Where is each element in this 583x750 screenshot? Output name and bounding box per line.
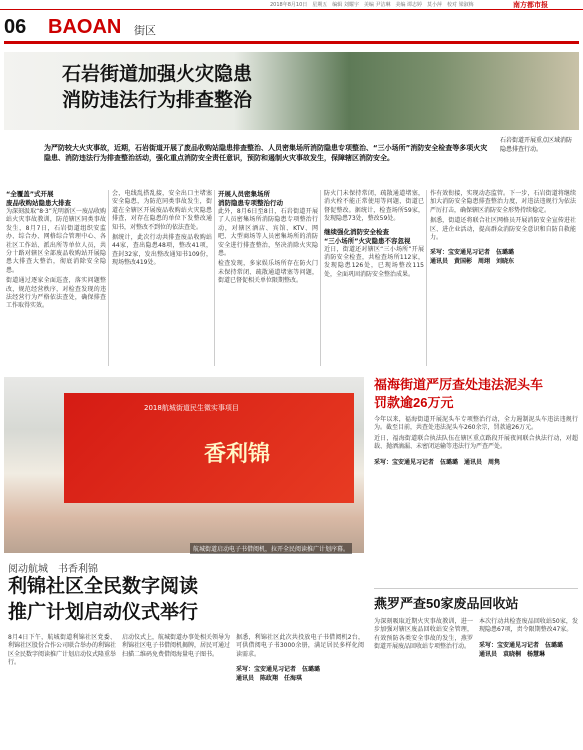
page-meta: 2018年8月10日 星期五 编辑 刘耀宇 美编 尹洁琳 美编 谭志婷 莫小萍 校对 梁淑梅 [270, 2, 474, 8]
reading-credit2: 通讯员 陈政翔 任海琪 [236, 675, 303, 683]
yanluo-story [374, 588, 578, 659]
col3-para1: 此外，8月6日至8日，石岩街道开展了人员密集场所消防隐患专项整治行动，对辖区酒店、宾馆、KTV、网吧、大型商场等人员密集场所的消防安全进行排查整治，坚决消除火灾隐患。 [218, 208, 318, 258]
yanluo-col2 [479, 618, 578, 659]
hero-headline [62, 62, 252, 114]
reading-headline-line2: 推广计划启动仪式举行 [8, 602, 199, 623]
hero-lead: 为严防较大火灾事故，近期，石岩街道开展了废品收购站隐患排查整治、人员密集场所消防隐患专项整治、“三小场所”消防安全检查等多项火灾隐患、消防违法行为排查整治活动，强化重点消防安全责任意识，预防和遏制火灾事故发生，保障辖区消防安全。 [44, 144, 488, 162]
divider [320, 190, 321, 366]
divider [214, 190, 215, 366]
col2-para2: 据统计，此次行动共排查废品收购站44家，查出隐患48项，整改41项，查封32家，发出整改通知书109份，现场整改419处。 [112, 234, 212, 267]
reading-para1: 8月4日下午，航城街道利锦社区党委、利锦社区股份合作公司联合举办的利锦社区全民数字阅读推广计划启动仪式隆重举行。 [8, 634, 117, 667]
fuhai-para1: 今年以来，福海街道开展泥头车专项整治行动，全力遏制泥头车违法违规行为。截至目前，共查处违法泥头车260余宗，罚款逾26万元。 [374, 416, 578, 432]
reading-para3: 据悉，利锦社区此次共投放电子书借阅机2台，可供借阅电子书3000余册，满足居民多样化阅读需求。 [236, 634, 364, 658]
header-rule [4, 41, 579, 44]
fuhai-story [374, 376, 578, 467]
hero-caption: 石岩街道开展重点区域消防隐患排查行动。 [500, 136, 576, 154]
section-sub: 街区 [134, 24, 156, 37]
banner-subtitle: 2018航城街道民生微实事项目 [144, 404, 239, 412]
yanluo-headline: 燕罗严查50家废品回收站 [374, 596, 519, 611]
col4-para2: 近日，街道还对辖区“三小场所”开展消防安全检查，共检查场所112家，发现隐患126处，已现场整改115处，全面巩固消防安全整治成果。 [324, 245, 424, 278]
reading-col1 [8, 634, 116, 668]
col4-head1: 继续强化消防安全检查 [324, 227, 389, 236]
column-5 [430, 190, 576, 266]
fuhai-para2: 近日，福海街道联合执法队伍在辖区重点路段开展夜间联合执法行动，对超载、抛洒滴漏、未密闭运输等违法行为严查严处。 [374, 434, 578, 451]
reading-headline-line1: 利锦社区全民数字阅读 [8, 576, 199, 597]
yanluo-para2: 本次行动共检查废品回收站50家，发现隐患67项，责令限期整改47家。 [479, 618, 578, 634]
fuhai-headline-line1: 福海街道严厉查处违法泥头车 [374, 377, 544, 392]
column-3 [218, 190, 318, 286]
column-2 [112, 190, 212, 268]
section-header [4, 16, 579, 40]
photo-caption: 航城街道启动电子书借阅机，拉开全民阅读推广计划序幕。 [190, 543, 352, 554]
column-1 [6, 190, 106, 311]
reading-col2 [122, 634, 230, 659]
col2-para1: 会，电线乱搭乱接，安全出口主堵塞安全隐患，为防范同类事故发生，街道在全辖区开展废品收购站火灾隐患排查，对存在隐患的单位下发整改通知书，对整改不到位的依法查处。 [112, 190, 212, 231]
reading-para2: 启动仪式上，航城街道办事处相关领导为利锦社区电子书借阅机揭牌，居民可通过扫描二维码免费借阅海量电子图书。 [122, 634, 231, 658]
divider [108, 190, 109, 366]
col1-head2: 废品收购站隐患大排查 [6, 199, 71, 207]
section-name: BAOAN [48, 16, 122, 38]
yanluo-body [374, 618, 578, 659]
yanluo-credit1: 采写：宝安通见习记者 伍璐璐 [479, 641, 564, 649]
masthead-logo: 南方都市报 [513, 1, 548, 9]
reading-col3 [236, 634, 364, 683]
col1-head1: “全覆盖”式开展 [6, 190, 54, 198]
col1-para2: 街道通过逐家全面巡查，落实问题整改，规范经营秩序，对检查发现的违法经营行为严格依法查处，确保排查工作取得实效。 [6, 277, 106, 310]
column-4 [324, 190, 424, 279]
reading-credit1: 采写：宝安通见习记者 伍璐璐 [236, 666, 321, 674]
fuhai-credit: 采写：宝安通见习记者 伍璐璐 通讯员 周隽 [374, 458, 501, 466]
hero-headline-line1: 石岩街道加强火灾隐患 [62, 64, 253, 85]
col4-para1: 防火门未保持常闭，疏散通道堵塞，消火栓不能正常使用等问题，街道已督促整改。据统计，检查场所59家，发现隐患73处，整改59处。 [324, 190, 424, 223]
col5-para1: 作有效衔接，实现动态监管。下一步，石岩街道将继续加大消防安全隐患排查整治力度，对违法违规行为依法严厉打击，确保辖区消防安全形势持续稳定。 [430, 190, 576, 214]
col1-para1: 为深刻汲取“8·3”光明新区一废品收购站火灾事故教训，防范辖区同类事故发生，8月7日，石岩街道组织安监办、综合办、网格综合管理中心、各社区工作站、派出所等单位人员，共分十路对辖区全部废品收购站开展隐患大排查大整治，彻底消除安全隐患。 [6, 208, 106, 274]
col3-para2: 检查发现，多家娱乐场所存在防火门未保持常闭、疏散通道堵塞等问题，街道已督促相关单位限期整改。 [218, 260, 318, 285]
page-number: 06 [4, 16, 27, 38]
event-banner [64, 393, 354, 503]
col3-head1: 开展人员密集场所 [218, 190, 270, 198]
fuhai-headline-line2: 罚款逾26万元 [374, 395, 454, 410]
col4-head2: “三小场所”火灾隐患不容忽视 [324, 236, 411, 245]
banner-title: 香利锦 [204, 441, 271, 466]
reading-headline [8, 574, 198, 626]
yanluo-para1: 为深刻吸取近期火灾事故教训，进一步加强对辖区废品回收站安全管理，有效预防各类安全事故的发生，燕罗街道开展废品回收站专项整治行动。 [374, 618, 473, 651]
reading-kicker: 阅动航城 书香利锦 [8, 564, 98, 575]
reading-event-photo [4, 377, 364, 553]
divider [426, 190, 427, 366]
top-meta-bar [0, 0, 583, 10]
hero-headline-line2: 消防违法行为排查整治 [62, 90, 253, 111]
col3-head2: 消防隐患专项整治行动 [218, 199, 283, 207]
col5-credit2: 通讯员 黄国彬 周翊 刘晓东 [430, 258, 515, 266]
yanluo-credit2: 通讯员 袁晓桐 杨慧琳 [479, 650, 546, 658]
col5-credit1: 采写：宝安通见习记者 伍璐璐 [430, 249, 515, 257]
col5-para2: 据悉，街道还将联合社区网格员开展消防安全宣传进社区、进企业活动，提高群众消防安全意识和自防自救能力。 [430, 217, 576, 242]
